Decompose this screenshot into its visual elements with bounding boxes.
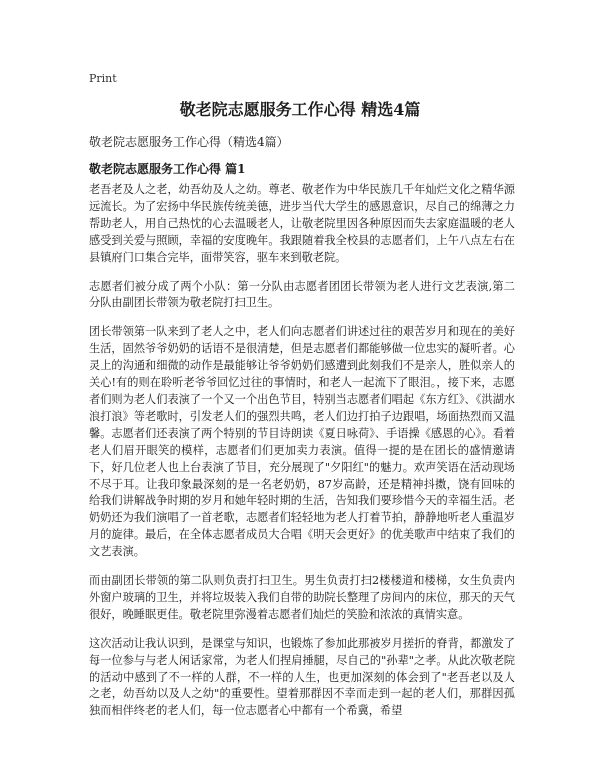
paragraph: 而由副团长带领的第二队则负责打扫卫生。男生负责打扫2楼楼道和楼梯，女生负责内外窗户玻璃的卫生，并将垃圾装入我们自带的助院长整理了房间内的床位，那天的天气很好，晚睡眠更佳。敬老院里弥漫着志愿者们灿烂的笑脸和浓浓的真情实意。 [89,574,515,621]
print-link[interactable]: Print [89,72,117,85]
section-heading: 敬老院志愿服务工作心得 篇1 [89,162,246,176]
paragraph: 志愿者们被分成了两个小队：第一分队由志愿者团团长带领为老人进行文艺表演,第二分队由副团长带领为敬老院打扫卫生。 [89,279,515,310]
paragraph: 老吾老及人之老，幼吾幼及人之幼。尊老、敬老作为中华民族几千年灿烂文化之精华源远流长。为了宏扬中华民族传统美德，进步当代大学生的感恩意识，尽自己的绵薄之力帮助老人，用自己热忱的心去温暖老人，让敬老院里因各种原因而失去家庭温暖的老人感受到关爱与照顾，幸福的安度晚年。我跟随着我全校县的志愿者们，上午八点左右在县镇府门口集合完毕，面带笑容，驱车来到敬老院。 [89,183,515,264]
paragraph: 这次活动让我认识到，是课堂与知识，也锻炼了参加此那被岁月搓折的脊背，都激发了每一位参与与老人闲话家常，为老人们捏肩捶腿，尽自己的"孙辈"之孝。从此次敬老院的活动中感到了不一样的人群，不一样的人生，也更加深刻的体会到了"老吾老以及人之老，幼吾幼以及人之幼"的重要性。望着那群因不幸而走到一起的老人们，那群因孤独而相伴终老的老人们，每一位志愿者心中都有一个希冀，希望 [89,636,515,718]
article-body [89,182,515,732]
page-title: 敬老院志愿服务工作心得 精选4篇 [179,100,421,119]
subtitle: 敬老院志愿服务工作心得（精选4篇） [89,135,289,149]
paragraph: 团长带领第一队来到了老人之中，老人们向志愿者们讲述过往的艰苦岁月和现在的美好生活，固然爷爷奶奶的话语不是很清楚，但是志愿者们都能够做一位忠实的凝听者。心灵上的沟通和细微的动作是最能够让爷爷奶奶们感遭到此刻我们不是亲人，胜似亲人的关心!有的则在聆听老爷爷回忆过往的事情时，和老人一起流下了眼泪。，接下来，志愿者们则为老人们表演了一个又一个出色节目，特别当志愿者们唱起《东方红》、《洪湖水浪打浪》等老歌时，引发老人们的强烈共鸣，老人们边打拍子边跟唱，场面热烈而又温馨。志愿者们还表演了两个特别的节目诗朗读《夏日咏荷》、手语操《感恩的心》。看着老人们眉开眼笑的模样，志愿者们们更加卖力表演。值得一提的是在团长的盛情邀请下，好几位老人也上台表演了节目，充分展现了"夕阳红"的魅力。欢声笑语在活动现场不尽于耳。让我印象最深刻的是一名老奶奶，87岁高龄，还是精神抖擞，饶有回味的给我们讲解战争时期的岁月和她年轻时期的生活，告知我们要珍惜今天的幸福生活。老奶奶还为我们演唱了一首老歌，志愿者们轻轻地为老人打着节拍，静静地听老人重温岁月的旋律。最后，在全体志愿者成员大合唱《明天会更好》的优美歌声中结束了我们的文艺表演。 [89,325,515,559]
